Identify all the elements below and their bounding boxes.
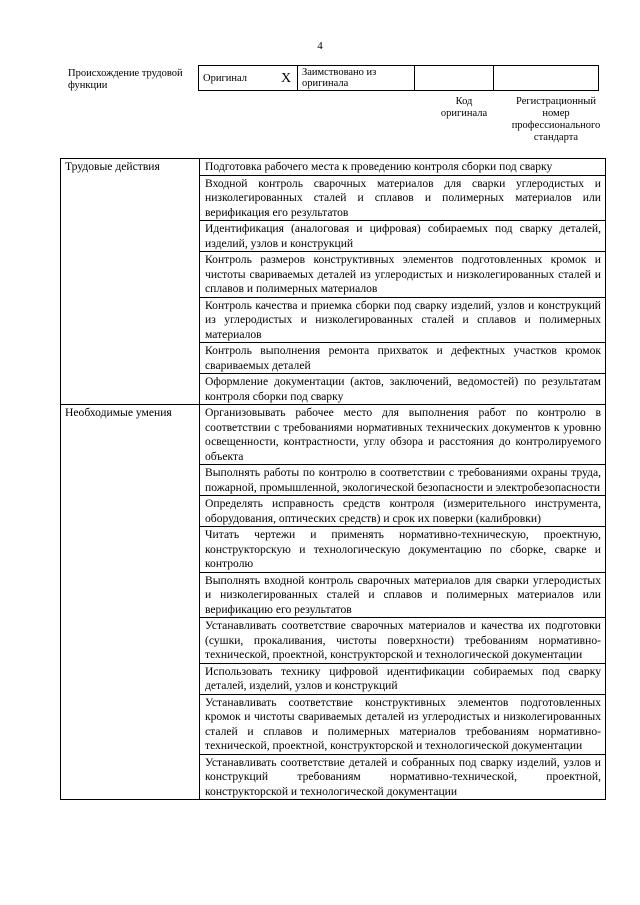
list-item: Организовывать рабочее место для выполнения работ по контролю в соответствии с требованиями нормативных технических документов к уровню освещенности, контрастности, углу обзора и расстояния до контролируемого объекта	[200, 405, 606, 465]
registration-caption: Регистрационный номер профессионального стандарта	[511, 96, 601, 143]
list-item: Контроль качества и приемка сборки под сварку изделий, узлов и конструкций из углеродистых и низколегированных сталей и сплавов и полимерных материалов	[200, 297, 606, 343]
list-item: Использовать технику цифровой идентификации собираемых под сварку деталей, изделий, узлов и конструкций	[200, 663, 606, 694]
table-row	[61, 159, 606, 176]
list-item: Контроль размеров конструктивных элементов подготовленных кромок и чистоты свариваемых деталей из углеродистых и низколегированных сталей и сплавов и полимерных материалов	[200, 252, 606, 298]
borrowed-cell: Заимствовано из оригинала	[298, 66, 415, 91]
list-item: Определять исправность средств контроля (измерительного инструмента, оборудования, оптических средств) и срок их поверки (калибровки)	[200, 496, 606, 527]
registration-number-cell	[494, 66, 599, 91]
origin-table	[198, 65, 599, 91]
list-item: Контроль выполнения ремонта прихваток и дефектных участков кромок свариваемых деталей	[200, 343, 606, 374]
list-item: Подготовка рабочего места к проведению контроля сборки под сварку	[200, 159, 606, 176]
list-item: Выполнять входной контроль сварочных материалов для сварки углеродистых и низколегированных сталей и сплавов и полимерных материалов или верификацию его результатов	[200, 572, 606, 618]
original-mark: X	[275, 66, 298, 91]
table-row	[61, 405, 606, 465]
list-item: Устанавливать соответствие конструктивных элементов подготовленных кромок и чистоты свариваемых деталей из углеродистых и низколегированных сталей и сплавов и полимерных материалов требованиям нормативно-технической, проектной, конструкторской и технологической документации	[200, 694, 606, 754]
original-cell: Оригинал	[199, 66, 276, 91]
origin-label: Происхождение трудовой функции	[68, 68, 183, 91]
page-number: 4	[317, 40, 323, 52]
section-title-actions: Трудовые действия	[61, 159, 200, 405]
list-item: Выполнять работы по контролю в соответствии с требованиями охраны труда, пожарной, промышленной, экологической безопасности и электробезопасности	[200, 465, 606, 496]
list-item: Устанавливать соответствие сварочных материалов и качества их подготовки (сушки, прокаливания, чистоты поверхности) требованиям нормативно-технической, проектной, конструкторской и технологической документации	[200, 618, 606, 664]
section-title-skills: Необходимые умения	[61, 405, 200, 800]
code-caption: Код оригинала	[440, 96, 488, 119]
original-code-cell	[415, 66, 494, 91]
list-item: Идентификация (аналоговая и цифровая) собираемых под сварку деталей, изделий, узлов и конструкций	[200, 221, 606, 252]
list-item: Оформление документации (актов, заключений, ведомостей) по результатам контроля сборки под сварку	[200, 374, 606, 405]
function-table	[60, 158, 606, 800]
list-item: Входной контроль сварочных материалов для сварки углеродистых и низколегированных сталей и сплавов и полимерных материалов или верификация его результатов	[200, 175, 606, 221]
list-item: Читать чертежи и применять нормативно-техническую, проектную, конструкторскую и технологическую документацию по сборке, сварке и контролю	[200, 527, 606, 573]
list-item: Устанавливать соответствие деталей и собранных под сварку изделий, узлов и конструкций требованиям нормативно-технической, проектной, конструкторской и технологической документации	[200, 754, 606, 800]
